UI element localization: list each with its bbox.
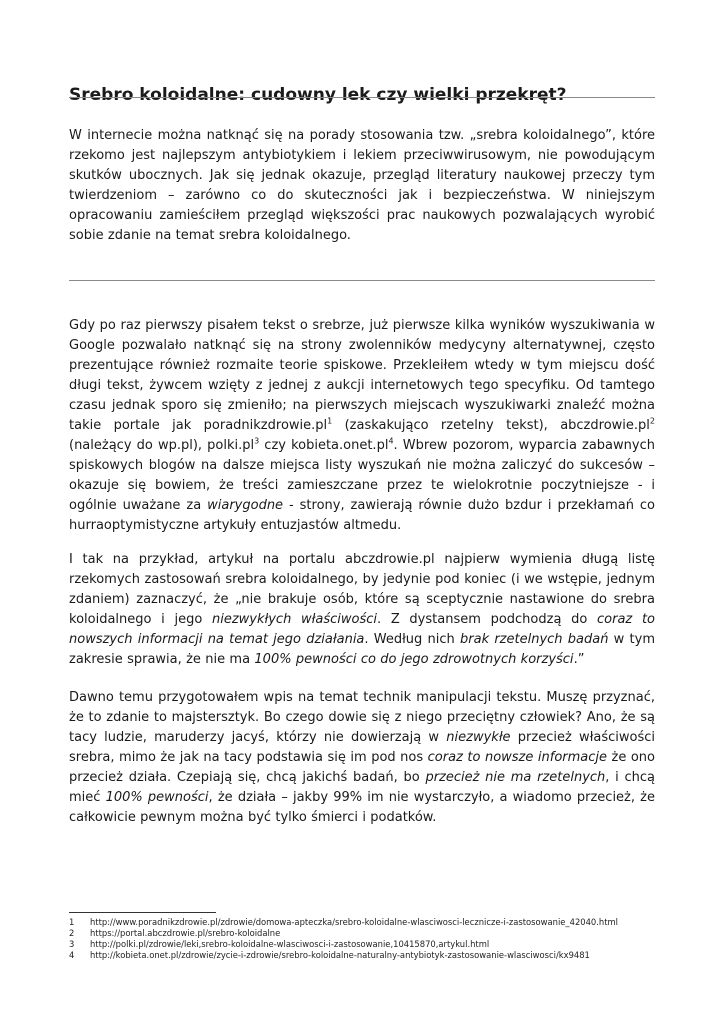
footnote-item [69, 928, 655, 939]
paragraph-2: I tak na przykład, artykuł na portalu abczdrowie.pl najpierw wymienia długą listę rzekomych zastosowań srebra koloidalnego, by jedynie pod koniec (i we wstępie, jednym zdaniem) zaznaczyć, że „nie brakuje osób, które są sceptycznie nastawione do srebra koloidalnego i jego niezwykłych właściwości. Z dystansem podchodzą do coraz to nowszych informacji na temat jego działania. Według nich brak rzetelnych badań w tym zakresie sprawia, że nie ma 100% pewności co do jego zdrowotnych korzyści.” [69, 552, 656, 667]
footnote-link[interactable]: http://polki.pl/zdrowie/leki,srebro-koloidalne-wlasciwosci-i-zastosowanie,10415870,artykul.html [90, 939, 490, 949]
title-divider [69, 97, 655, 98]
page-title: Srebro koloidalne: cudowny lek czy wielki przekręt? [69, 85, 567, 106]
footnote-ref-2[interactable]: 2 [649, 416, 655, 426]
paragraph-1: Gdy po raz pierwszy pisałem tekst o srebrze, już pierwsze kilka wyników wyszukiwania w Google pozwalało natknąć się na strony zwolenników medycyny alternatywnej, często prezentujące również rozmaite teorie spiskowe. Przekleiłem wtedy w tym miejscu dość długi tekst, żywcem wzięty z jednej z aukcji internetowych tego specyfiku. Od tamtego czasu jednak sporo się zmieniło; na pierwszych miejscach wyszukiwarki znaleźć można takie portale jak $poradnikzdrowie.pl^1$ (zaskakująco rzetelny tekst), $abczdrowie.pl^2$ (należący do wp.pl), $polki.pl^3$ czy $kobieta.onet.pl^4$. Wbrew pozorom, wyparcia zabawnych spiskowych blogów na dalsze miejsca listy wyszukań nie można zaliczyć do sukcesów – okazuje się bowiem, że treści zamieszczane przez te wielokrotnie poczytniejsze - i ogólnie uważane za wiarygodne - strony, zawierają równie dużo bzdur i przekłamań co hurraoptymistyczne artykuły entuzjastów altmedu. [69, 318, 655, 533]
footnote-link[interactable]: https://portal.abczdrowie.pl/srebro-koloidalne [90, 928, 281, 938]
intro-paragraph: W internecie można natknąć się na porady stosowania tzw. „srebra koloidalnego”, które rzekomo jest najlepszym antybiotykiem i lekiem przeciwwirusowym, nie powodującym skutków ubocznych. Jak się jednak okazuje, przegląd literatury naukowej przeczy tym twierdzeniom – zarówno co do skuteczności jak i bezpieczeństwa. W niniejszym opracowaniu zamieściłem przegląd większości prac naukowych pozwalających wyrobić sobie zdanie na temat srebra koloidalnego. [69, 128, 655, 243]
footnote-number: 1 [69, 917, 75, 927]
footnote-number: 4 [69, 950, 75, 960]
footnote-item [69, 950, 655, 961]
footnote-number: 2 [69, 928, 75, 938]
section-divider [69, 280, 655, 281]
footnote-separator [69, 912, 216, 913]
footnote-ref-4[interactable]: 4 [388, 436, 394, 446]
footnote-item [69, 917, 655, 928]
footnote-number: 3 [69, 939, 75, 949]
footnote-ref-1[interactable]: 1 [327, 416, 333, 426]
footnote-link[interactable]: http://kobieta.onet.pl/zdrowie/zycie-i-zdrowie/srebro-koloidalne-naturalny-antybiotyk-zastosowanie-wlasciwosci/kx9481 [90, 950, 590, 960]
footnote-ref-3[interactable]: 3 [254, 436, 260, 446]
footnotes [69, 917, 655, 961]
footnote-item [69, 939, 655, 950]
footnote-link[interactable]: http://www.poradnikzdrowie.pl/zdrowie/domowa-apteczka/srebro-koloidalne-wlasciwosci-lecznicze-i-zastosowanie_42040.html [90, 917, 618, 927]
paragraph-3: Dawno temu przygotowałem wpis na temat technik manipulacji tekstu. Muszę przyznać, że to zdanie to majstersztyk. Bo czego dowie się z niego przeciętny człowiek? Ano, że są tacy ludzie, maruderzy jacyś, którzy nie dowierzają w niezwykłe przecież właściwości srebra, mimo że jak na tacy podstawia się im pod nos coraz to nowsze informacje że ono przecież działa. Czepiają się, chcą jakichś badań, bo przecież nie ma rzetelnych, i chcą mieć 100% pewności, że działa – jakby 99% im nie wystarczyło, a wiadomo przecież, że całkowicie pewnym można być tylko śmierci i podatków. [69, 690, 656, 825]
